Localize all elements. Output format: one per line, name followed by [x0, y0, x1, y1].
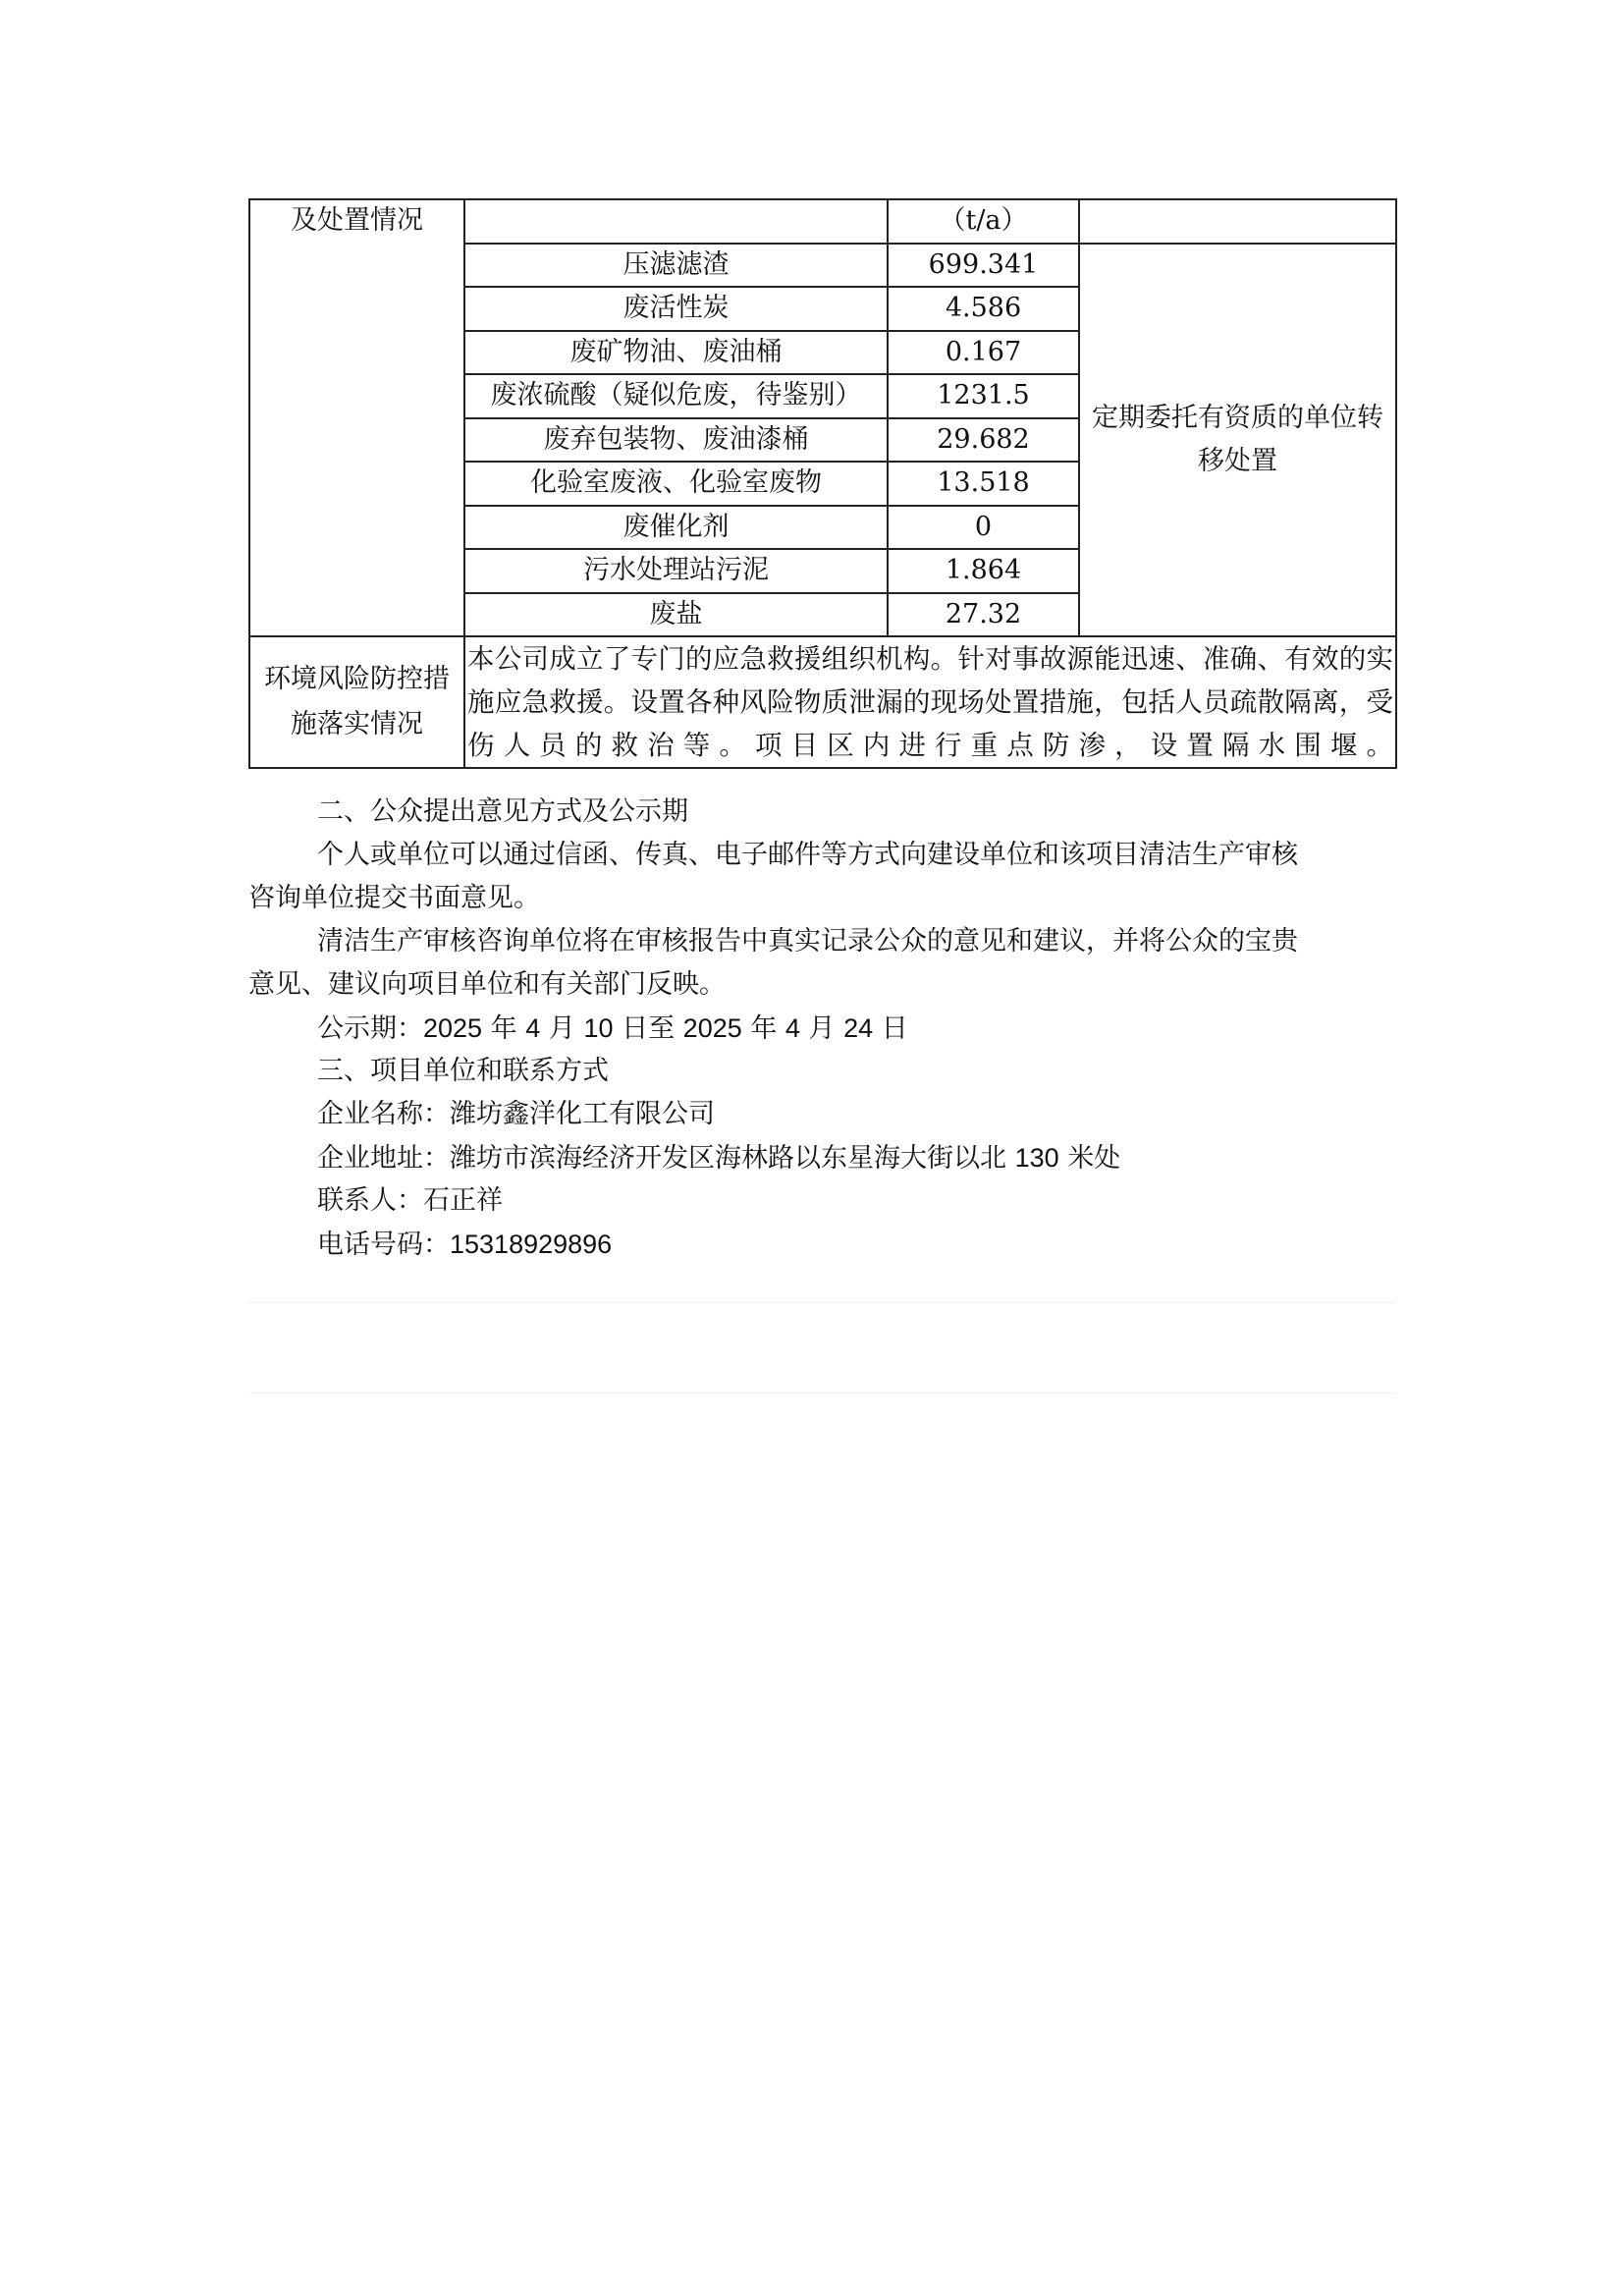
address-text: 米处	[1058, 1143, 1121, 1174]
waste-name: 废活性炭	[622, 293, 730, 324]
waste-amount-cell	[888, 331, 1079, 375]
waste-name: 废弃包装物、废油漆桶	[543, 423, 809, 455]
waste-name-cell	[464, 331, 888, 375]
waste-amount: 0.167	[945, 336, 1022, 367]
period-label: 公示期：	[317, 1013, 423, 1044]
address-number: 130	[1014, 1143, 1059, 1173]
waste-amount: 0	[974, 511, 993, 542]
period-text: 月	[540, 1013, 584, 1044]
period-month-end: 4	[784, 1013, 800, 1043]
period-day-start: 10	[583, 1013, 614, 1043]
waste-name-cell	[464, 549, 888, 593]
waste-amount: 29.682	[937, 423, 1030, 455]
phone-line	[317, 1230, 612, 1260]
divider	[248, 1302, 1395, 1303]
company-name-line	[317, 1100, 715, 1129]
table-row	[249, 199, 1396, 244]
company-name: 潍坊鑫洋化工有限公司	[450, 1099, 715, 1129]
waste-name: 废催化剂	[622, 511, 730, 542]
section-label-cell	[249, 199, 464, 636]
publicity-period	[317, 1013, 908, 1044]
waste-amount-cell	[888, 593, 1079, 637]
table-cell	[1079, 199, 1396, 244]
company-address-line	[317, 1143, 1120, 1174]
section-label: 及处置情况	[291, 205, 423, 236]
waste-amount-cell	[888, 418, 1079, 463]
phone-label: 电话号码：	[317, 1230, 450, 1260]
para1-line2: 咨询单位提交书面意见。	[248, 883, 540, 913]
address-label: 企业地址：	[317, 1143, 450, 1174]
waste-name-cell	[464, 418, 888, 463]
table-row	[249, 636, 1396, 768]
risk-text: 本公司成立了专门的应急救援组织机构。针对事故源能迅速、准确、有效的实施应急救援。设置各种风险物质泄漏的现场处置措施，包括人员疏散隔离，受伤人员的救治等。项目区内进行重点防渗，设置隔水围堰。	[467, 643, 1393, 761]
waste-name-cell	[464, 244, 888, 288]
waste-name: 废浓硫酸（疑似危废，待鉴别）	[490, 380, 862, 411]
period-year-end: 2025	[682, 1013, 742, 1043]
waste-name: 废矿物油、废油桶	[569, 336, 783, 367]
unit-header: （t/a）	[939, 205, 1028, 237]
waste-amount-cell	[888, 549, 1079, 593]
period-day-end: 24	[843, 1013, 874, 1043]
contact-line	[317, 1186, 503, 1216]
waste-amount: 13.518	[937, 467, 1030, 499]
waste-amount: 4.586	[945, 293, 1022, 324]
waste-name: 化验室废液、化验室废物	[530, 467, 822, 499]
risk-text-cell	[464, 636, 1396, 768]
waste-name: 污水处理站污泥	[583, 555, 769, 586]
para2-line1: 清洁生产审核咨询单位将在审核报告中真实记录公众的意见和建议，并将公众的宝贵	[317, 926, 1298, 957]
waste-name: 废盐	[649, 598, 703, 629]
waste-name-cell	[464, 287, 888, 331]
contact-name: 石正祥	[423, 1185, 503, 1216]
risk-label: 环境风险防控措施落实情况	[264, 664, 450, 739]
disposal-cell	[1079, 244, 1396, 637]
phone-number: 15318929896	[450, 1230, 613, 1259]
waste-amount: 699.341	[928, 248, 1039, 280]
para2-line2: 意见、建议向项目单位和有关部门反映。	[248, 969, 726, 1000]
disposal-method: 定期委托有资质的单位转移处置	[1092, 402, 1383, 476]
unit-header-cell	[888, 199, 1079, 244]
period-text: 年	[482, 1013, 526, 1044]
period-text: 日	[873, 1013, 908, 1044]
para1-line1: 个人或单位可以通过信函、传真、电子邮件等方式向建设单位和该项目清洁生产审核	[317, 840, 1298, 870]
contact-label: 联系人：	[317, 1185, 423, 1216]
waste-amount: 1231.5	[937, 380, 1030, 411]
waste-amount-cell	[888, 244, 1079, 288]
period-text: 年	[741, 1013, 785, 1044]
waste-amount-cell	[888, 374, 1079, 418]
waste-name-cell	[464, 374, 888, 418]
waste-name-cell	[464, 593, 888, 637]
waste-amount: 27.32	[945, 598, 1022, 629]
period-text: 月	[799, 1013, 844, 1044]
section2-heading: 二、公众提出意见方式及公示期	[317, 796, 688, 827]
period-month-start: 4	[525, 1013, 541, 1043]
divider	[248, 1393, 1395, 1394]
section3-heading: 三、项目单位和联系方式	[317, 1056, 609, 1086]
waste-name: 压滤滤渣	[622, 248, 730, 280]
waste-amount: 1.864	[945, 555, 1022, 586]
waste-amount-cell	[888, 462, 1079, 506]
table-cell	[464, 199, 888, 244]
address-text: 潍坊市滨海经济开发区海林路以东星海大街以北	[450, 1143, 1015, 1174]
waste-amount-cell	[888, 287, 1079, 331]
period-text: 日至	[613, 1013, 683, 1044]
waste-name-cell	[464, 462, 888, 506]
waste-amount-cell	[888, 506, 1079, 550]
risk-label-cell	[249, 636, 464, 768]
waste-disposal-table	[248, 198, 1397, 769]
waste-name-cell	[464, 506, 888, 550]
company-label: 企业名称：	[317, 1099, 450, 1129]
period-year-start: 2025	[423, 1013, 483, 1043]
